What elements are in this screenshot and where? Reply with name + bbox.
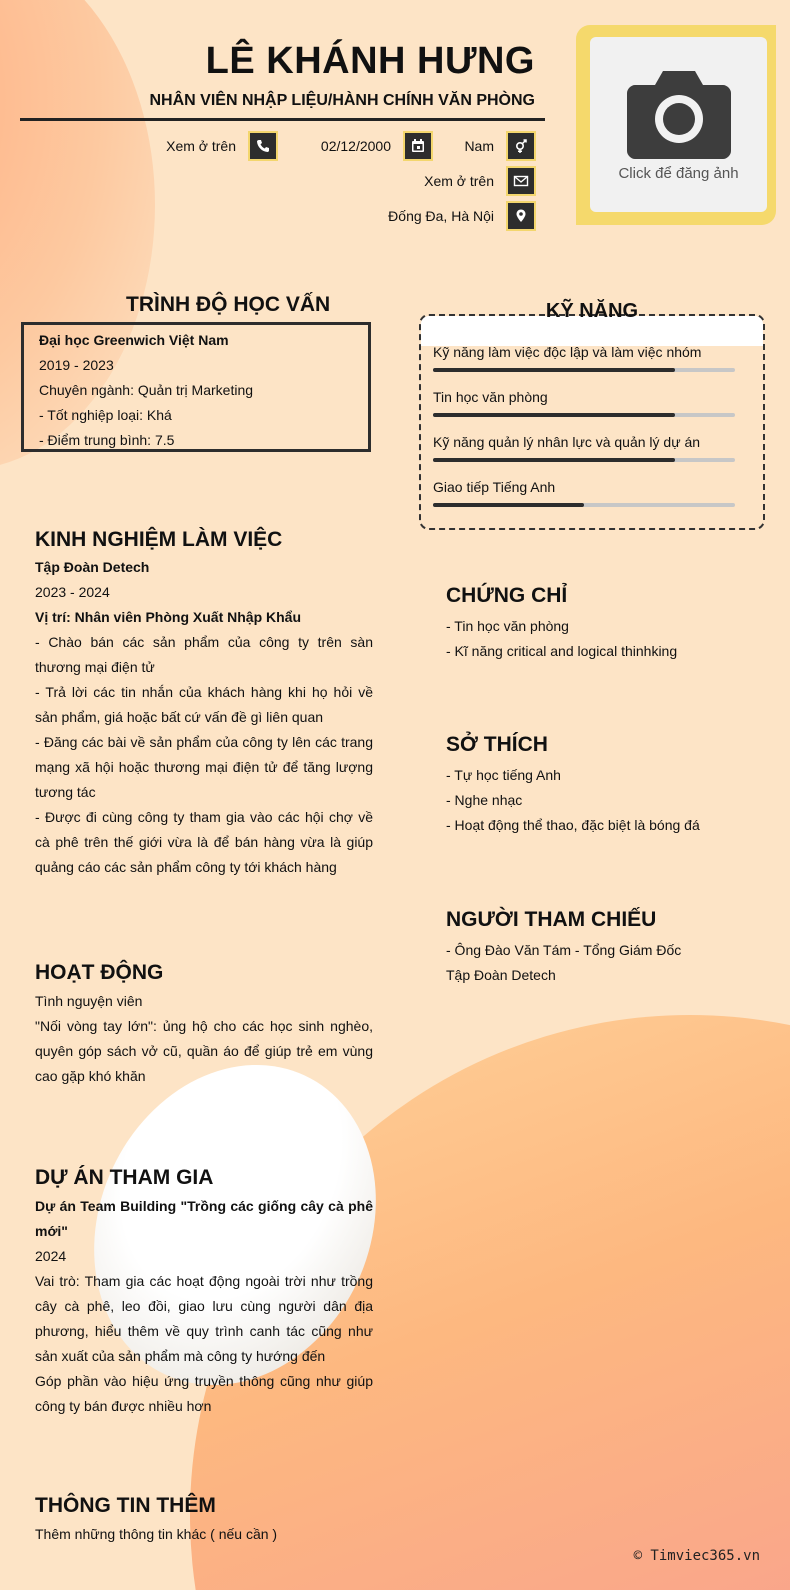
skill-bar bbox=[433, 413, 735, 417]
education-school[interactable]: Đại học Greenwich Việt Nam bbox=[39, 332, 229, 348]
skills-title[interactable]: KỸ NĂNG bbox=[545, 300, 639, 322]
projects-title[interactable]: DỰ ÁN THAM GIA bbox=[35, 1166, 214, 1189]
education-grade[interactable]: - Tốt nghiệp loại: Khá bbox=[39, 407, 172, 423]
experience-duty[interactable]: - Đăng các bài về sản phẩm của công ty lên các trang mạng xã hội hoặc thương mại điện tử để tăng lượng tương tác bbox=[35, 734, 373, 800]
skill-bar-fill bbox=[433, 413, 675, 417]
skill-bar-fill bbox=[433, 368, 675, 372]
education-box bbox=[21, 322, 371, 452]
education-gpa[interactable]: - Điểm trung bình: 7.5 bbox=[39, 432, 175, 448]
education-major[interactable]: Chuyên ngành: Quản trị Marketing bbox=[39, 382, 254, 398]
activity-role[interactable]: Tình nguyện viên bbox=[35, 993, 143, 1009]
project-year[interactable]: 2024 bbox=[35, 1248, 67, 1264]
activities-section bbox=[35, 989, 373, 1089]
skill-item[interactable] bbox=[433, 344, 735, 372]
project-name[interactable]: Dự án Team Building "Trồng các giống cây cà phê mới" bbox=[35, 1198, 373, 1239]
email-value[interactable]: Xem ở trên bbox=[424, 173, 494, 189]
project-role[interactable]: Vai trò: Tham gia các hoạt động ngoài trời như trồng cây cà phê, leo đồi, giao lưu cùng người dân địa phương, hiểu thêm về quy trình canh tác cũng như sản xuất của sản phẩm mà công ty hướng đến bbox=[35, 1273, 373, 1364]
experience-company[interactable]: Tập Đoàn Detech bbox=[35, 559, 150, 575]
email-info[interactable] bbox=[424, 166, 536, 196]
skills-box bbox=[419, 300, 765, 530]
photo-upload-label[interactable]: Click để đăng ảnh bbox=[618, 165, 739, 182]
activities-title[interactable]: HOẠT ĐỘNG bbox=[35, 961, 164, 984]
skill-bar bbox=[433, 458, 735, 462]
email-icon bbox=[506, 166, 536, 196]
camera-icon bbox=[627, 67, 731, 159]
certificate-item[interactable]: - Tin học văn phòng bbox=[446, 618, 569, 634]
candidate-name[interactable]: LÊ KHÁNH HƯNG bbox=[205, 40, 535, 82]
experience-title[interactable]: KINH NGHIỆM LÀM VIỆC bbox=[35, 528, 283, 551]
birthday-value[interactable]: 02/12/2000 bbox=[320, 138, 391, 154]
hobby-item[interactable]: - Nghe nhạc bbox=[446, 792, 523, 808]
photo-upload[interactable] bbox=[590, 37, 767, 212]
skill-bar bbox=[433, 368, 735, 372]
gender-info[interactable] bbox=[464, 131, 536, 161]
hobbies-title[interactable]: SỞ THÍCH bbox=[446, 733, 548, 756]
experience-role[interactable]: Vị trí: Nhân viên Phòng Xuất Nhập Khẩu bbox=[35, 609, 302, 625]
reference-company[interactable]: Tập Đoàn Detech bbox=[446, 967, 556, 983]
map-pin-icon bbox=[506, 201, 536, 231]
hobby-item[interactable]: - Tự học tiếng Anh bbox=[446, 767, 561, 783]
phone-icon bbox=[248, 131, 278, 161]
experience-duty[interactable]: - Được đi cùng công ty tham gia vào các hội chợ về cà phê trên thế giới vừa là để bán hàng vừa là giúp quảng cáo các sản phẩm công ty tới khách hàng bbox=[35, 809, 373, 875]
more-info-section bbox=[35, 1522, 373, 1547]
phone-info[interactable] bbox=[166, 131, 278, 161]
certificates-title[interactable]: CHỨNG CHỈ bbox=[446, 584, 568, 607]
education-title[interactable]: TRÌNH ĐỘ HỌC VẤN bbox=[126, 293, 331, 316]
skill-label[interactable]: Kỹ năng quản lý nhân lực và quản lý dự án bbox=[433, 434, 701, 450]
header-divider bbox=[20, 118, 545, 121]
gender-value[interactable]: Nam bbox=[464, 138, 494, 154]
experience-duty[interactable]: - Trả lời các tin nhắn của khách hàng khi họ hỏi về sản phẩm, giá hoặc bất cứ vấn đề gì liên quan bbox=[35, 684, 373, 725]
hobby-item[interactable]: - Hoạt động thể thao, đặc biệt là bóng đá bbox=[446, 817, 700, 833]
birthday-info[interactable] bbox=[321, 131, 433, 161]
skill-bar bbox=[433, 503, 735, 507]
reference-title[interactable]: NGƯỜI THAM CHIẾU bbox=[446, 908, 657, 931]
project-impact[interactable]: Góp phần vào hiệu ứng truyền thông cũng như giúp công ty bán được nhiều hơn bbox=[35, 1373, 373, 1414]
skill-label[interactable]: Kỹ năng làm việc độc lập và làm việc nhóm bbox=[433, 344, 702, 360]
hobbies-section bbox=[446, 763, 776, 838]
candidate-position[interactable]: NHÂN VIÊN NHẬP LIỆU/HÀNH CHÍNH VĂN PHÒNG bbox=[149, 92, 535, 109]
address-info[interactable] bbox=[388, 201, 536, 231]
skill-item[interactable] bbox=[433, 434, 735, 462]
skill-label[interactable]: Giao tiếp Tiếng Anh bbox=[433, 479, 556, 495]
education-years[interactable]: 2019 - 2023 bbox=[39, 357, 114, 373]
experience-section bbox=[35, 555, 373, 880]
more-info-text[interactable]: Thêm những thông tin khác ( nếu cần ) bbox=[35, 1526, 278, 1542]
experience-duty[interactable]: - Chào bán các sản phẩm của công ty trên sàn thương mại điện tử bbox=[35, 634, 373, 675]
calendar-icon bbox=[403, 131, 433, 161]
skill-item[interactable] bbox=[433, 389, 735, 417]
skill-bar-fill bbox=[433, 458, 675, 462]
gender-icon bbox=[506, 131, 536, 161]
reference-section bbox=[446, 938, 776, 988]
certificates-section bbox=[446, 614, 776, 664]
more-info-title[interactable]: THÔNG TIN THÊM bbox=[35, 1494, 216, 1517]
address-value[interactable]: Đống Đa, Hà Nội bbox=[388, 208, 494, 224]
skill-bar-fill bbox=[433, 503, 584, 507]
phone-value[interactable]: Xem ở trên bbox=[166, 138, 236, 154]
activity-description[interactable]: "Nối vòng tay lớn": ủng hộ cho các học sinh nghèo, quyên góp sách vở cũ, quần áo để giúp trẻ em vùng cao gặp khó khăn bbox=[35, 1018, 373, 1084]
reference-person[interactable]: - Ông Đào Văn Tám - Tổng Giám Đốc bbox=[446, 942, 682, 958]
experience-years[interactable]: 2023 - 2024 bbox=[35, 584, 110, 600]
certificate-item[interactable]: - Kĩ năng critical and logical thinhking bbox=[446, 643, 678, 659]
skill-label[interactable]: Tin học văn phòng bbox=[433, 389, 548, 405]
projects-section bbox=[35, 1194, 373, 1419]
skill-item[interactable] bbox=[433, 479, 735, 507]
footer-watermark: © Timviec365.vn bbox=[633, 1548, 760, 1564]
